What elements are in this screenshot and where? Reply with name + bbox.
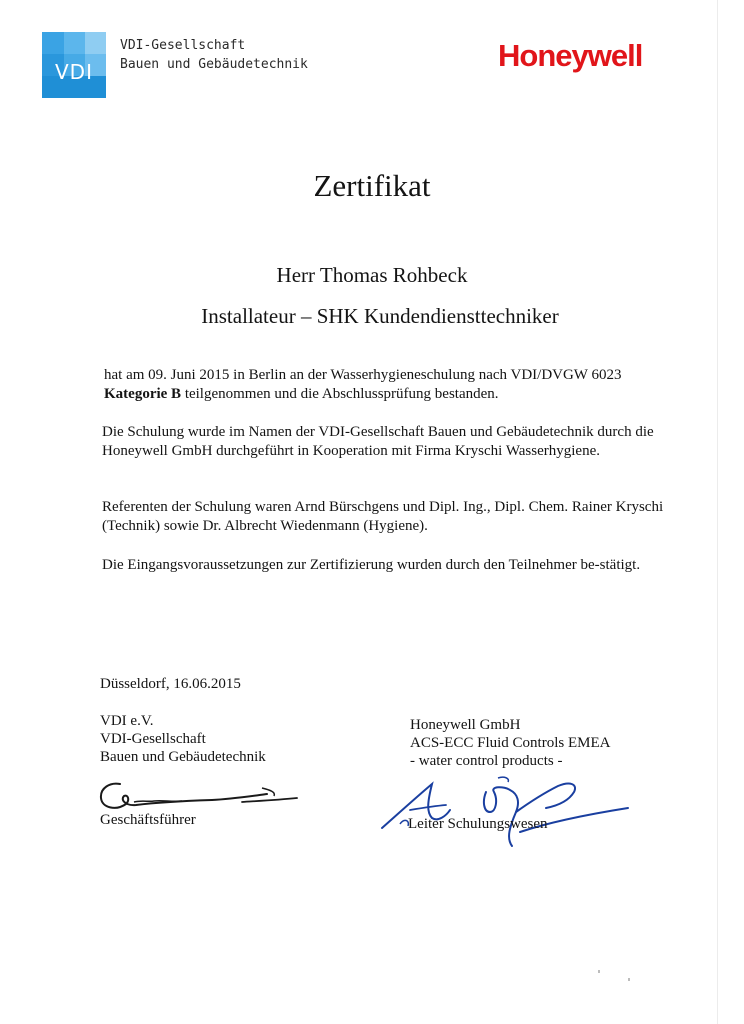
vdi-organization xyxy=(120,36,308,74)
place-date: Düsseldorf, 16.06.2015 xyxy=(100,676,241,692)
paragraph-requirements: Die Eingangsvoraussetzungen zur Zertifizierung wurden durch den Teilnehmer be-stätigt. xyxy=(102,557,641,573)
recipient-role: Installateur – SHK Kundendiensttechniker xyxy=(201,304,559,328)
signatory-left-line3: Bauen und Gebäudetechnik xyxy=(100,749,266,765)
vdi-logo xyxy=(42,32,106,98)
signatory-right-line2: ACS-ECC Fluid Controls EMEA xyxy=(410,735,611,751)
vdi-org-line1: VDI-Gesellschaft xyxy=(120,38,246,53)
paragraph-training-end: teilgenommen und die Abschlussprüfung bestanden. xyxy=(181,386,499,402)
recipient-name: Herr Thomas Rohbeck xyxy=(276,263,468,287)
certificate-title: Zertifikat xyxy=(313,168,431,203)
vdi-logo-text: VDI xyxy=(55,60,93,84)
scan-speck xyxy=(598,970,600,973)
honeywell-logo: Honeywell xyxy=(498,38,643,73)
scan-speck xyxy=(628,978,630,981)
vdi-org-line2: Bauen und Gebäudetechnik xyxy=(120,57,308,72)
paragraph-organizer: Die Schulung wurde im Namen der VDI-Gesellschaft Bauen und Gebäudetechnik durch die Honeywell GmbH durchgeführt in Kooperation mit Firma Kryschi Wasserhygiene. xyxy=(102,424,654,459)
signatory-left-role: Geschäftsführer xyxy=(100,812,196,828)
signatory-right-line1: Honeywell GmbH xyxy=(410,717,521,733)
paragraph-speakers: Referenten der Schulung waren Arnd Bürschgens und Dipl. Ing., Dipl. Chem. Rainer Kryschi (Technik) sowie Dr. Albrecht Wiedenmann (Hygiene). xyxy=(102,499,664,534)
scan-edge xyxy=(717,0,718,1024)
signatory-left xyxy=(100,712,266,766)
signatory-right-role: Leiter Schulungswesen xyxy=(408,816,548,832)
signatory-left-line1: VDI e.V. xyxy=(100,713,154,729)
paragraph-training-start: hat am 09. Juni 2015 in Berlin an der Wasserhygieneschulung nach VDI/DVGW 6023 xyxy=(104,367,622,383)
paragraph-training xyxy=(104,366,684,404)
category-label: Kategorie B xyxy=(104,386,182,402)
signatory-left-line2: VDI-Gesellschaft xyxy=(100,731,206,747)
signatory-right-line3: - water control products - xyxy=(410,753,563,769)
signatory-right xyxy=(410,716,610,770)
